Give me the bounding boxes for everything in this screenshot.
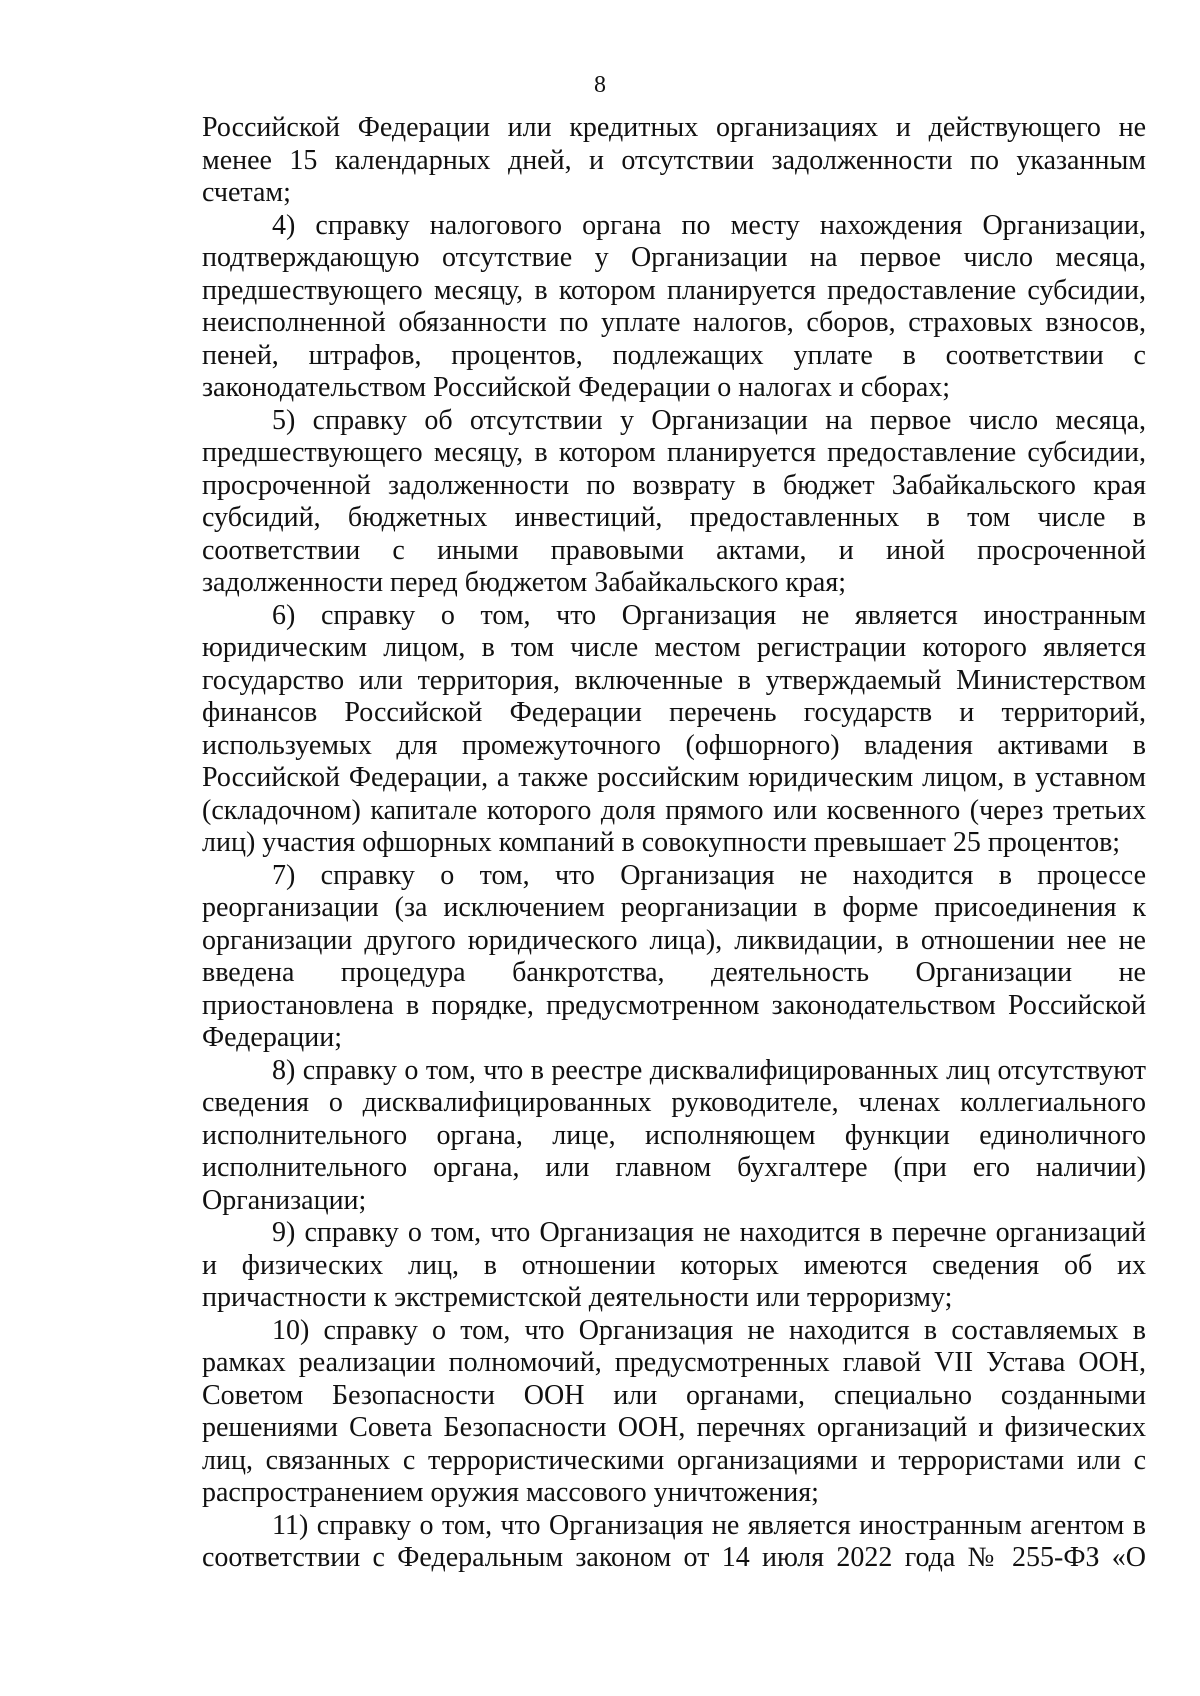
paragraph-continuation: Российской Федерации или кредитных организациях и действующего не менее 15 календарных дней, и отсутствии задолженности по указанным счетам; — [202, 112, 1146, 208]
paragraph-item-5: 5) справку об отсутствии у Организации на первое число месяца, предшествующего месяцу, в котором планируется предоставление субсидии, просроченной задолженности по возврату в бюджет Забайкальского края субсидий, бюджетных инвестиций, предоставленных в том числе в соответствии с иными правовыми актами, и иной просроченной задолженности перед бюджетом Забайкальского края; — [202, 404, 1146, 598]
paragraph-item-7: 7) справку о том, что Организация не находится в процессе реорганизации (за исключением реорганизации в форме присоединения к организации другого юридического лица), ликвидации, в отношении нее не введена процедура банкротства, деятельность Организации не приостановлена в порядке, предусмотренном законодательством Российской Федерации; — [202, 859, 1146, 1053]
document-body — [202, 112, 1146, 1575]
paragraph-item-11: 11) справку о том, что Организация не является иностранным агентом в соответствии с Федеральным законом от 14 июля 2022 года № 255-ФЗ «О — [202, 1509, 1146, 1573]
paragraph-item-4: 4) справку налогового органа по месту нахождения Организации, подтверждающую отсутствие у Организации на первое число месяца, предшествующего месяцу, в котором планируется предоставление субсидии, неисполненной обязанности по уплате налогов, сборов, страховых взносов, пеней, штрафов, процентов, подлежащих уплате в соответствии с законодательством Российской Федерации о налогах и сборах; — [202, 209, 1146, 403]
paragraph-item-6: 6) справку о том, что Организация не является иностранным юридическим лицом, в том числе местом регистрации которого является государство или территория, включенные в утверждаемый Министерством финансов Российской Федерации перечень государств и территорий, используемых для промежуточного (офшорного) владения активами в Российской Федерации, а также российским юридическим лицом, в уставном (складочном) капитале которого доля прямого или косвенного (через третьих лиц) участия офшорных компаний в совокупности превышает 25 процентов; — [202, 599, 1146, 858]
paragraph-item-10: 10) справку о том, что Организация не находится в составляемых в рамках реализации полномочий, предусмотренных главой VII Устава ООН, Советом Безопасности ООН или органами, специально созданными решениями Совета Безопасности ООН, перечнях организаций и физических лиц, связанных с террористическими организациями и террористами или с распространением оружия массового уничтожения; — [202, 1314, 1146, 1508]
paragraph-item-8: 8) справку о том, что в реестре дисквалифицированных лиц отсутствуют сведения о дисквалифицированных руководителе, членах коллегиального исполнительного органа, лице, исполняющем функции единоличного исполнительного органа, или главном бухгалтере (при его наличии) Организации; — [202, 1054, 1146, 1216]
paragraph-item-9: 9) справку о том, что Организация не находится в перечне организаций и физических лиц, в отношении которых имеются сведения об их причастности к экстремистской деятельности или терроризму; — [202, 1217, 1146, 1313]
page-number: 8 — [594, 72, 606, 98]
